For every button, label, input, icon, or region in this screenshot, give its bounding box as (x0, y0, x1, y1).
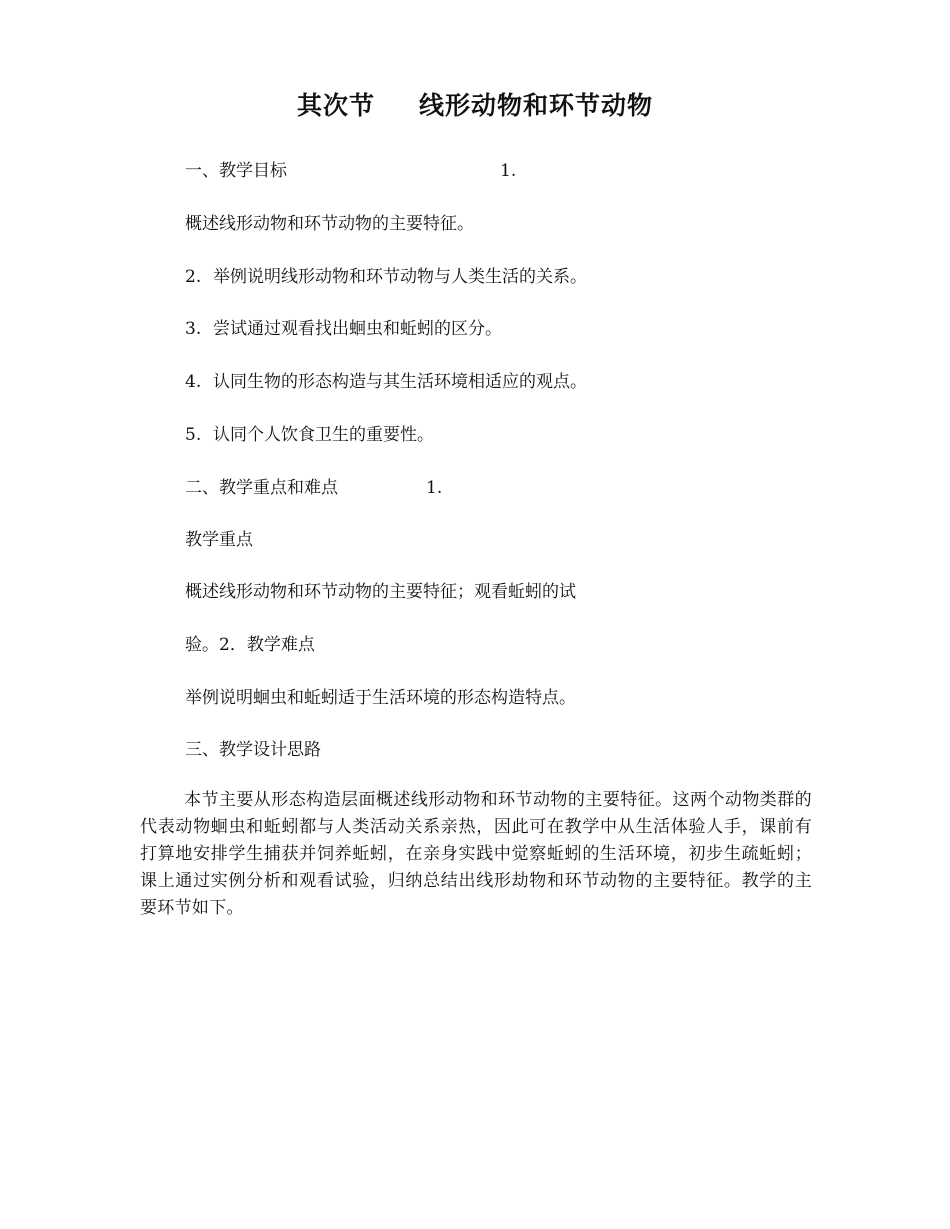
objective-3-number: 3. (185, 319, 202, 339)
objective-2-number: 2. (185, 267, 202, 287)
design-paragraph: 本节主要从形态构造层面概述线形动物和环节动物的主要特征。这两个动物类群的代表动物蛔虫和蚯蚓都与人类活动关系亲热，因此可在教学中从生活体验人手，课前有打算地安排学生捕获并饲养蚯蚓，在亲身实践中觉察蚯蚓的生活环境，初步生疏蚯蚓；课上通过实例分析和观看试验，归纳总结出线形劫物和环节动物的主要特征。教学的主要环节如下。 (140, 790, 812, 918)
objective-3-text: 尝试通过观看找出蛔虫和蚯蚓的区分。 (213, 319, 502, 339)
objectives-heading: 一、教学目标 (185, 161, 287, 181)
objective-5-number: 5. (185, 425, 202, 445)
keypoints-heading: 二、教学重点和难点 (185, 478, 338, 498)
title-topic: 线形动物和环节动物 (419, 91, 654, 120)
objective-5 (185, 423, 434, 447)
objective-4 (185, 370, 587, 394)
objective-5-text: 认同个人饮食卫生的重要性。 (213, 425, 434, 445)
keypoints-subheading: 教学重点 (185, 530, 253, 550)
keypoints-heading-number: 1. (426, 478, 443, 498)
objective-3 (185, 317, 502, 341)
objective-2-text: 举例说明线形动物和环节动物与人类生活的关系。 (213, 267, 587, 287)
objective-1: 概述线形动物和环节动物的主要特征。 (185, 214, 474, 234)
keypoints-text-continued: 验。2．教学难点 (185, 635, 315, 655)
difficulty-text: 举例说明蛔虫和蚯蚓适于生活环境的形态构造特点。 (185, 688, 576, 708)
objective-4-number: 4. (185, 372, 202, 392)
title-section-label: 其次节 (296, 91, 375, 120)
objectives-heading-number: 1. (500, 161, 517, 181)
design-heading: 三、教学设计思路 (185, 740, 321, 760)
keypoints-text: 概述线形动物和环节动物的主要特征；观看蚯蚓的试 (185, 582, 576, 602)
page-title (0, 86, 950, 122)
objective-4-text: 认同生物的形态构造与其生活环境相适应的观点。 (213, 372, 587, 392)
objective-2 (185, 265, 587, 289)
